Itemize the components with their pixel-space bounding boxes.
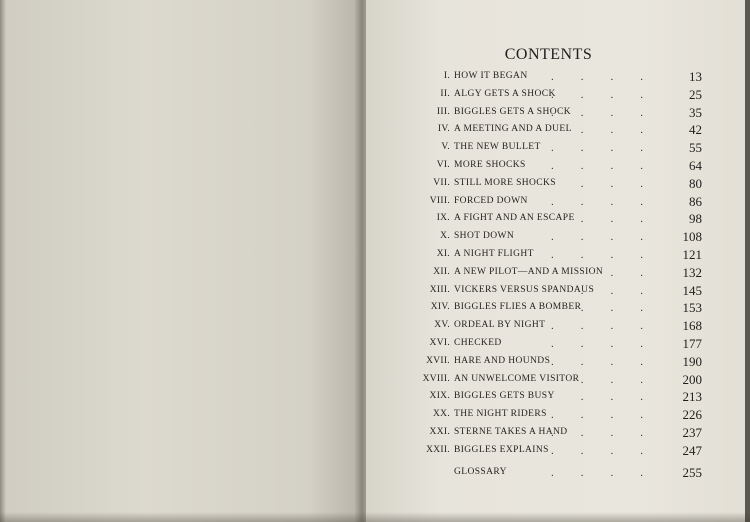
chapter-title: BIGGLES FLIES A BOMBER xyxy=(454,302,582,313)
chapter-page-number: 247 xyxy=(682,442,702,458)
chapter-number: I. xyxy=(443,71,450,81)
chapter-number: XX. xyxy=(433,409,450,420)
chapter-title: A NEW PILOT—AND A MISSION xyxy=(454,266,604,277)
chapter-title: A FIGHT AND AN ESCAPE xyxy=(454,213,575,224)
chapter-number: XVI. xyxy=(429,338,450,348)
right-page-edge xyxy=(745,0,750,522)
chapter-title: HARE AND HOUNDS xyxy=(454,355,551,366)
leader-dots: .... xyxy=(551,195,670,208)
chapter-number: VIII. xyxy=(429,195,450,206)
left-page xyxy=(0,0,362,522)
chapter-number: XVII. xyxy=(426,355,450,366)
chapter-number: XI. xyxy=(436,249,450,259)
chapter-page-number: 190 xyxy=(682,353,702,369)
leader-dots: ... xyxy=(580,177,670,190)
chapter-title: A MEETING AND A DUEL xyxy=(454,124,572,135)
chapter-number: IV. xyxy=(437,124,450,135)
chapter-title: CHECKED xyxy=(454,338,502,348)
leader-dots: .... xyxy=(551,249,670,261)
chapter-title: BIGGLES GETS A SHOCK xyxy=(454,106,571,117)
leader-dots: .... xyxy=(551,355,670,368)
glossary-row xyxy=(366,464,750,485)
chapter-number: II. xyxy=(440,88,450,99)
chapter-number: XXII. xyxy=(426,444,450,455)
contents-heading: CONTENTS xyxy=(504,46,593,63)
chapter-page-number: 42 xyxy=(689,122,702,138)
chapter-number: V. xyxy=(441,142,450,153)
leader-dots: .... xyxy=(551,231,670,244)
leader-dots: .. xyxy=(610,266,670,279)
chapter-title: BIGGLES EXPLAINS xyxy=(454,444,549,455)
leader-dots: ... xyxy=(580,124,670,137)
chapter-page-number: 177 xyxy=(682,336,702,351)
chapter-title: SHOT DOWN xyxy=(454,231,515,242)
chapter-page-number: 13 xyxy=(689,69,702,84)
page-bottom-shadow xyxy=(0,512,750,522)
chapter-title: STILL MORE SHOCKS xyxy=(454,177,556,188)
chapter-number: XII. xyxy=(433,266,450,277)
chapter-number: X. xyxy=(440,231,450,242)
chapter-title: A NIGHT FLIGHT xyxy=(454,249,534,259)
chapter-page-number: 213 xyxy=(682,389,702,405)
chapter-page-number: 80 xyxy=(689,175,702,191)
chapter-page-number: 35 xyxy=(689,104,702,120)
chapter-page-number: 25 xyxy=(689,86,702,102)
chapter-number: XIII. xyxy=(429,284,450,295)
chapter-page-number: 168 xyxy=(682,318,702,334)
leader-dots: .... xyxy=(551,160,670,172)
chapter-page-number: 55 xyxy=(689,140,702,156)
chapter-number: VI. xyxy=(436,160,450,170)
leader-dots: ... xyxy=(580,373,670,386)
chapter-page-number: 226 xyxy=(682,407,702,423)
leader-dots: .... xyxy=(551,88,670,101)
chapter-title: HOW IT BEGAN xyxy=(454,71,528,81)
chapter-page-number: 121 xyxy=(682,247,702,262)
leader-dots: .... xyxy=(551,444,670,457)
chapter-page-number: 200 xyxy=(682,371,702,387)
chapter-page-number: 64 xyxy=(689,158,702,173)
chapter-title: FORCED DOWN xyxy=(454,195,528,206)
leader-dots: .... xyxy=(551,466,670,479)
chapter-page-number: 237 xyxy=(682,425,702,440)
chapter-number: IX. xyxy=(436,213,450,224)
chapter-title: ALGY GETS A SHOCK xyxy=(454,88,556,99)
leader-dots: .... xyxy=(551,71,670,83)
chapter-title: VICKERS VERSUS SPANDAUS xyxy=(454,284,595,295)
chapter-page-number: 145 xyxy=(682,282,702,298)
chapter-title: THE NEW BULLET xyxy=(454,142,541,153)
chapter-page-number: 86 xyxy=(689,193,702,209)
chapter-title: ORDEAL BY NIGHT xyxy=(454,320,546,331)
chapter-number: XIV. xyxy=(430,302,450,313)
leader-dots: .... xyxy=(551,427,670,439)
chapter-number: XXI. xyxy=(429,427,450,437)
leader-dots: ... xyxy=(580,302,670,315)
leader-dots: ... xyxy=(580,391,670,404)
chapter-title: AN UNWELCOME VISITOR xyxy=(454,373,580,384)
leader-dots: ... xyxy=(580,284,670,297)
leader-dots: ... xyxy=(580,213,670,226)
chapter-page-number: 108 xyxy=(682,229,702,245)
chapter-number: XVIII. xyxy=(422,373,450,384)
glossary-page-number: 255 xyxy=(682,464,702,480)
chapter-title: THE NIGHT RIDERS xyxy=(454,409,547,420)
leader-dots: .... xyxy=(551,142,670,155)
chapter-number: XV. xyxy=(434,320,450,331)
leader-dots: .... xyxy=(551,338,670,350)
chapter-title: BIGGLES GETS BUSY xyxy=(454,391,555,402)
chapter-page-number: 98 xyxy=(689,211,702,227)
leader-dots: .... xyxy=(551,409,670,422)
chapter-title: MORE SHOCKS xyxy=(454,160,526,170)
right-page xyxy=(366,0,750,522)
leader-dots: .... xyxy=(551,106,670,119)
glossary-title: GLOSSARY xyxy=(454,466,507,477)
chapter-number: VII. xyxy=(433,177,450,188)
chapter-page-number: 153 xyxy=(682,300,702,316)
toc-row xyxy=(366,442,750,463)
chapter-number: XIX. xyxy=(429,391,450,402)
leader-dots: .... xyxy=(551,320,670,333)
left-page-edge xyxy=(0,0,6,522)
chapter-number: III. xyxy=(436,106,450,117)
chapter-page-number: 132 xyxy=(682,264,702,280)
chapter-title: STERNE TAKES A HAND xyxy=(454,427,568,437)
